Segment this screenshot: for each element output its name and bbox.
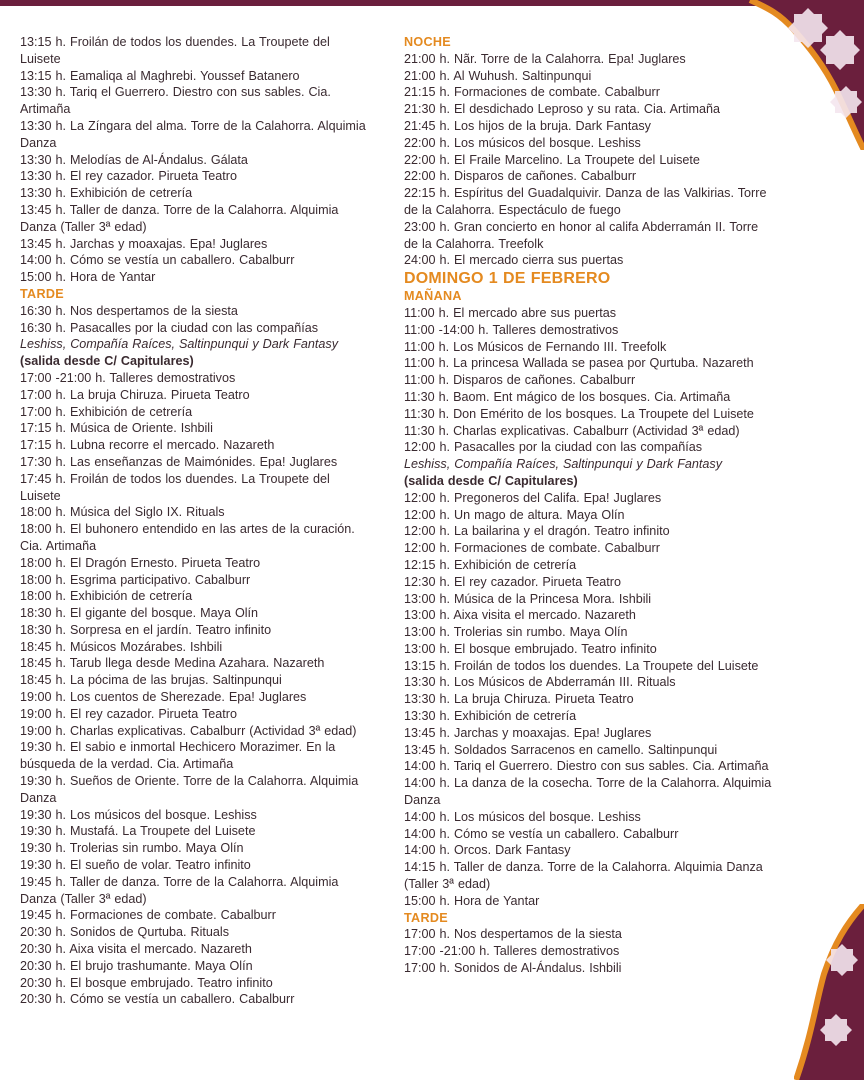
schedule-entry: 12:00 h. La bailarina y el dragón. Teatro infinito <box>404 524 670 539</box>
schedule-entry: 14:00 h. La danza de la cosecha. Torre de la Calahorra. Alquimia Danza <box>404 776 772 808</box>
schedule-entry: 19:30 h. El sabio e inmortal Hechicero Morazimer. En la búsqueda de la verdad. Cia. Artimaña <box>20 740 336 772</box>
schedule-entry: 21:15 h. Formaciones de combate. Cabalburr <box>404 85 660 100</box>
schedule-entry: 13:30 h. Melodías de Al-Ándalus. Gálata <box>20 152 248 167</box>
schedule-entry: 14:15 h. Taller de danza. Torre de la Calahorra. Alquimia Danza (Taller 3ª edad) <box>404 860 763 892</box>
arabesque-pattern-bottom-right <box>794 904 864 1080</box>
schedule-entry: 18:00 h. El buhonero entendido en las artes de la curación. Cia. Artimaña <box>20 522 355 553</box>
schedule-entry: 15:00 h. Hora de Yantar <box>20 270 156 285</box>
schedule-entry: 22:00 h. El Fraile Marcelino. La Troupete del Luisete <box>404 152 700 167</box>
schedule-entry: 20:30 h. Sonidos de Qurtuba. Rituals <box>20 925 230 940</box>
schedule-entry: 17:00 -21:00 h. Talleres demostrativos <box>20 370 236 385</box>
day-heading: DOMINGO 1 DE FEBRERO <box>404 270 611 288</box>
schedule-entry: 12:00 h. Formaciones de combate. Cabalburr <box>404 541 660 556</box>
schedule-entry: 13:30 h. Tariq el Guerrero. Diestro con sus sables. Cia. Artimaña <box>20 85 331 117</box>
schedule-entry: 19:45 h. Formaciones de combate. Cabalburr <box>20 908 276 923</box>
schedule-entry: 17:15 h. Música de Oriente. Ishbili <box>20 421 213 436</box>
schedule-entry: 17:30 h. Las enseñanzas de Maimónides. Epa! Juglares <box>20 454 338 469</box>
schedule-entry: 21:00 h. Nãr. Torre de la Calahorra. Epa! Juglares <box>404 51 686 66</box>
schedule-entry: 16:30 h. Nos despertamos de la siesta <box>20 303 238 318</box>
schedule-column-left <box>20 34 372 1008</box>
section-heading: TARDE <box>20 286 64 301</box>
schedule-entry: 19:30 h. Sueños de Oriente. Torre de la Calahorra. Alquimia Danza <box>20 774 359 805</box>
schedule-entry: 12:00 h. Un mago de altura. Maya Olín <box>404 507 625 522</box>
schedule-entry: 12:00 h. Pasacalles por la ciudad con las compañías <box>404 440 703 455</box>
schedule-entry: 20:30 h. Aixa visita el mercado. Nazareth <box>20 942 252 957</box>
schedule-entry: 18:45 h. Músicos Mozárabes. Ishbili <box>20 639 223 654</box>
schedule-entry: 13:45 h. Taller de danza. Torre de la Calahorra. Alquimia Danza (Taller 3ª edad) <box>20 202 339 234</box>
section-heading: TARDE <box>404 910 448 925</box>
companies-list: Leshiss, Compañía Raíces, Saltinpunqui y Dark Fantasy <box>20 337 338 352</box>
schedule-entry: 20:30 h. El bosque embrujado. Teatro infinito <box>20 975 273 990</box>
schedule-entry: 13:30 h. Los Músicos de Abderramán III. Rituals <box>404 675 676 690</box>
schedule-entry: 13:30 h. Exhibición de cetrería <box>20 186 193 201</box>
schedule-entry: 19:30 h. El sueño de volar. Teatro infinito <box>20 858 251 873</box>
schedule-entry: 17:00 h. Exhibición de cetrería <box>20 404 193 419</box>
schedule-entry: 20:30 h. Cómo se vestía un caballero. Cabalburr <box>20 992 295 1007</box>
schedule-entry: 18:30 h. El gigante del bosque. Maya Olín <box>20 606 259 621</box>
schedule-entry: 19:00 h. Los cuentos de Sherezade. Epa! Juglares <box>20 690 307 705</box>
schedule-entry: 12:15 h. Exhibición de cetrería <box>404 557 577 572</box>
schedule-entry: 21:00 h. Al Wuhush. Saltinpunqui <box>404 68 592 83</box>
schedule-entry: 13:15 h. Froilán de todos los duendes. La Troupete del Luisete <box>20 35 330 66</box>
schedule-entry: 11:00 h. El mercado abre sus puertas <box>404 305 617 320</box>
schedule-entry: 18:00 h. Música del Siglo IX. Rituals <box>20 505 225 520</box>
schedule-entry: 14:00 h. Tariq el Guerrero. Diestro con sus sables. Cia. Artimaña <box>404 759 769 774</box>
schedule-entry: 15:00 h. Hora de Yantar <box>404 893 540 908</box>
departure-note: (salida desde C/ Capitulares) <box>20 354 194 369</box>
schedule-entry: 11:00 h. Los Músicos de Fernando III. Treefolk <box>404 339 667 354</box>
schedule-entry: 21:45 h. Los hijos de la bruja. Dark Fantasy <box>404 118 651 133</box>
schedule-entry: 18:00 h. El Dragón Ernesto. Pirueta Teatro <box>20 555 261 570</box>
departure-note: (salida desde C/ Capitulares) <box>404 473 578 488</box>
schedule-entry: 13:45 h. Jarchas y moaxajas. Epa! Juglares <box>20 236 268 251</box>
schedule-entry: 22:15 h. Espíritus del Guadalquivir. Danza de las Valkirias. Torre de la Calahorra. Espectáculo de fuego <box>404 186 767 217</box>
schedule-entry: 18:00 h. Exhibición de cetrería <box>20 589 193 604</box>
schedule-entry: 14:00 h. Los músicos del bosque. Leshiss <box>404 809 641 824</box>
schedule-entry: 18:30 h. Sorpresa en el jardín. Teatro infinito <box>20 622 272 637</box>
schedule-entry: 13:00 h. Trolerias sin rumbo. Maya Olín <box>404 625 628 640</box>
schedule-entry: 23:00 h. Gran concierto en honor al califa Abderramán II. Torre de la Calahorra. Treefolk <box>404 219 759 251</box>
companies-list: Leshiss, Compañía Raíces, Saltinpunqui y Dark Fantasy <box>404 457 722 472</box>
schedule-entry: 12:30 h. El rey cazador. Pirueta Teatro <box>404 574 621 589</box>
schedule-entry: 11:00 -14:00 h. Talleres demostrativos <box>404 322 619 337</box>
schedule-entry: 19:00 h. Charlas explicativas. Cabalburr (Actividad 3ª edad) <box>20 723 357 738</box>
schedule-entry: 17:45 h. Froilán de todos los duendes. La Troupete del Luisete <box>20 471 330 503</box>
schedule-entry: 17:00 h. Sonidos de Al-Ándalus. Ishbili <box>404 961 622 976</box>
schedule-entry: 18:45 h. La pócima de las brujas. Saltinpunqui <box>20 673 282 688</box>
schedule-entry: 19:30 h. Mustafá. La Troupete del Luisete <box>20 824 256 839</box>
schedule-entry: 21:30 h. El desdichado Leproso y su rata. Cia. Artimaña <box>404 102 721 117</box>
schedule-entry: 19:45 h. Taller de danza. Torre de la Calahorra. Alquimia Danza (Taller 3ª edad) <box>20 874 339 906</box>
schedule-entry: 13:15 h. Eamaliqa al Maghrebi. Youssef Batanero <box>20 68 300 83</box>
section-heading: MAÑANA <box>404 289 462 304</box>
schedule-entry: 19:30 h. Los músicos del bosque. Leshiss <box>20 807 257 822</box>
schedule-entry: 13:45 h. Jarchas y moaxajas. Epa! Juglares <box>404 725 652 740</box>
section-heading: NOCHE <box>404 35 451 49</box>
schedule-entry: 20:30 h. El brujo trashumante. Maya Olín <box>20 958 253 973</box>
schedule-entry: 13:30 h. El rey cazador. Pirueta Teatro <box>20 169 237 184</box>
schedule-entry: 11:00 h. Disparos de cañones. Cabalburr <box>404 373 636 388</box>
schedule-entry: 24:00 h. El mercado cierra sus puertas <box>404 253 624 268</box>
schedule-entry: 19:00 h. El rey cazador. Pirueta Teatro <box>20 706 237 721</box>
schedule-entry: 12:00 h. Pregoneros del Califa. Epa! Juglares <box>404 490 662 505</box>
schedule-entry: 13:30 h. La Zíngara del alma. Torre de la Calahorra. Alquimia Danza <box>20 118 366 150</box>
schedule-entry: 17:00 h. Nos despertamos de la siesta <box>404 927 622 942</box>
schedule-entry: 11:30 h. Charlas explicativas. Cabalburr (Actividad 3ª edad) <box>404 423 740 438</box>
schedule-entry: 13:30 h. La bruja Chiruza. Pirueta Teatro <box>404 692 634 707</box>
schedule-entry: 19:30 h. Trolerias sin rumbo. Maya Olín <box>20 841 244 856</box>
schedule-entry: 11:30 h. Don Emérito de los bosques. La Troupete del Luisete <box>404 406 754 421</box>
schedule-entry: 17:00 -21:00 h. Talleres demostrativos <box>404 944 620 959</box>
schedule-entry: 11:00 h. La princesa Wallada se pasea por Qurtuba. Nazareth <box>404 356 754 371</box>
schedule-entry: 13:30 h. Exhibición de cetrería <box>404 709 577 724</box>
schedule-entry: 14:00 h. Orcos. Dark Fantasy <box>404 843 571 858</box>
schedule-entry: 18:00 h. Esgrima participativo. Cabalburr <box>20 572 251 587</box>
schedule-entry: 14:00 h. Cómo se vestía un caballero. Cabalburr <box>20 253 295 268</box>
schedule-entry: 13:45 h. Soldados Sarracenos en camello. Saltinpunqui <box>404 742 718 757</box>
schedule-entry: 18:45 h. Tarub llega desde Medina Azahara. Nazareth <box>20 656 325 671</box>
schedule-entry: 16:30 h. Pasacalles por la ciudad con las compañías <box>20 320 319 335</box>
schedule-column-right <box>404 34 776 977</box>
schedule-entry: 13:15 h. Froilán de todos los duendes. La Troupete del Luisete <box>404 658 759 673</box>
schedule-entry: 13:00 h. Aixa visita el mercado. Nazareth <box>404 608 636 623</box>
schedule-entry: 14:00 h. Cómo se vestía un caballero. Cabalburr <box>404 826 679 841</box>
schedule-entry: 13:00 h. El bosque embrujado. Teatro infinito <box>404 641 657 656</box>
schedule-entry: 13:00 h. Música de la Princesa Mora. Ishbili <box>404 591 652 606</box>
schedule-entry: 22:00 h. Los músicos del bosque. Leshiss <box>404 135 641 150</box>
schedule-entry: 17:00 h. La bruja Chiruza. Pirueta Teatro <box>20 387 250 402</box>
schedule-entry: 17:15 h. Lubna recorre el mercado. Nazareth <box>20 438 275 453</box>
schedule-entry: 11:30 h. Baom. Ent mágico de los bosques. Cia. Artimaña <box>404 389 731 404</box>
schedule-entry: 22:00 h. Disparos de cañones. Cabalburr <box>404 169 637 184</box>
